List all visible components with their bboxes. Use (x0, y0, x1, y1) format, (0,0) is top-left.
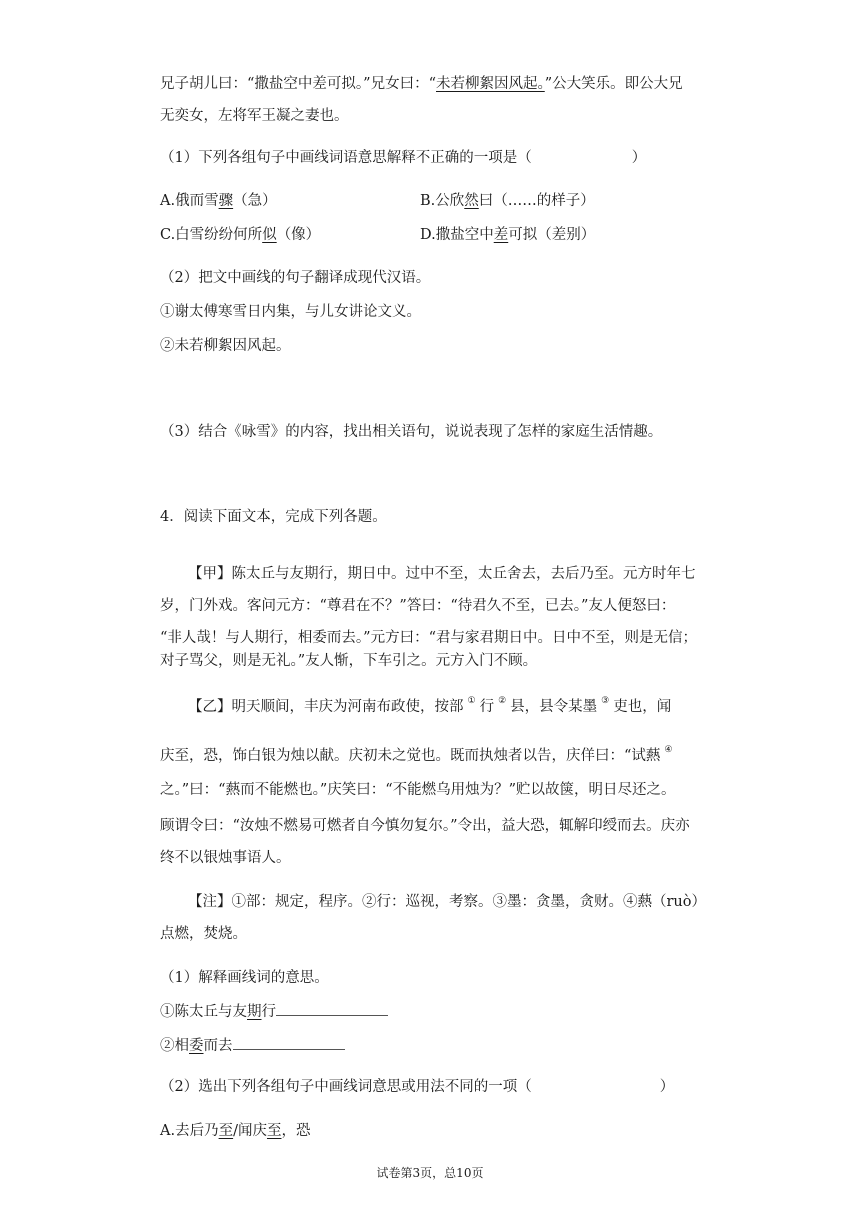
yi-line-4: 顾谓令曰：“汝烛不燃易可燃者自今慎勿复尔。”令出，益大恐，辄解印绶而去。庆亦 (160, 818, 690, 834)
option-c: C.白雪纷纷何所似（像） (160, 227, 321, 243)
option-4-2-a: A.去后乃至/闻庆至，恐 (160, 1123, 311, 1139)
explain-item-1: ①陈太丘与友期行 (160, 1001, 388, 1022)
translate-item-2: ②未若柳絮因风起。 (160, 338, 291, 354)
jia-line-1: 【甲】陈太丘与友期行，期日中。过中不至，太丘舍去，去后乃至。元方时年七 (188, 566, 696, 582)
question-3-3-stem: （3）结合《咏雪》的内容，找出相关语句，说说表现了怎样的家庭生活情趣。 (160, 424, 663, 440)
jia-line-3: “非人哉！与人期行，相委而去。”元方曰：“君与家君期日中。日中不至，则是无信； (160, 630, 697, 646)
answer-blank-1[interactable] (276, 1001, 388, 1016)
question-3-1-stem: （1）下列各组句子中画线词语意思解释不正确的一项是（ ） (160, 150, 647, 166)
jia-line-4: 对子骂父，则是无礼。”友人惭，下车引之。元方入门不顾。 (160, 653, 538, 669)
yi-line-3: 之。”曰：“爇而不能燃也。”庆笑曰：“不能燃乌用烛为？”贮以故箧，明日尽还之。 (160, 782, 676, 798)
option-d: D.撒盐空中差可拟（差别） (420, 227, 596, 243)
question-4-title: 4．阅读下面文本，完成下列各题。 (160, 509, 387, 525)
yi-line-1: 【乙】明天顺间，丰庆为河南布政使，按部 ① 行 ② 县，县令某墨 ③ 吏也，闻 (188, 696, 672, 715)
page-footer: 试卷第3页，总10页 (376, 1166, 484, 1180)
jia-line-2: 岁，门外戏。客问元方：“尊君在不？”答曰：“待君久不至，已去。”友人便怒曰： (160, 598, 676, 614)
note-line-2: 点燃，焚烧。 (160, 926, 247, 942)
question-4-1-stem: （1）解释画线词的意思。 (160, 970, 329, 986)
option-b: B.公欣然曰（……的样子） (420, 193, 595, 209)
yi-line-2: 庆至，恐，饰白银为烛以献。庆初未之觉也。既而执烛者以告，庆佯曰：“试爇 ④ (160, 745, 673, 764)
translate-item-1: ①谢太傅寒雪日内集，与儿女讲论文义。 (160, 304, 421, 320)
yi-line-5: 终不以银烛事语人。 (160, 850, 291, 866)
option-a: A.俄而雪骤（急） (160, 193, 277, 209)
note-line-1: 【注】①部：规定，程序。②行：巡视，考察。③墨：贪墨，贪财。④爇（ruò） (188, 894, 706, 910)
question-3-2-stem: （2）把文中画线的句子翻译成现代汉语。 (160, 270, 431, 286)
passage-line-1: 兄子胡儿曰：“撒盐空中差可拟。”兄女曰：“未若柳絮因风起。”公大笑乐。即公大兄 (160, 76, 683, 92)
explain-item-2: ②相委而去 (160, 1035, 345, 1056)
passage-line-2: 无奕女，左将军王凝之妻也。 (160, 108, 349, 124)
answer-blank-2[interactable] (233, 1035, 345, 1050)
question-4-2-stem: （2）选出下列各组句子中画线词意思或用法不同的一项（ ） (160, 1079, 675, 1095)
underlined-sentence: 未若柳絮因风起。 (436, 76, 545, 92)
